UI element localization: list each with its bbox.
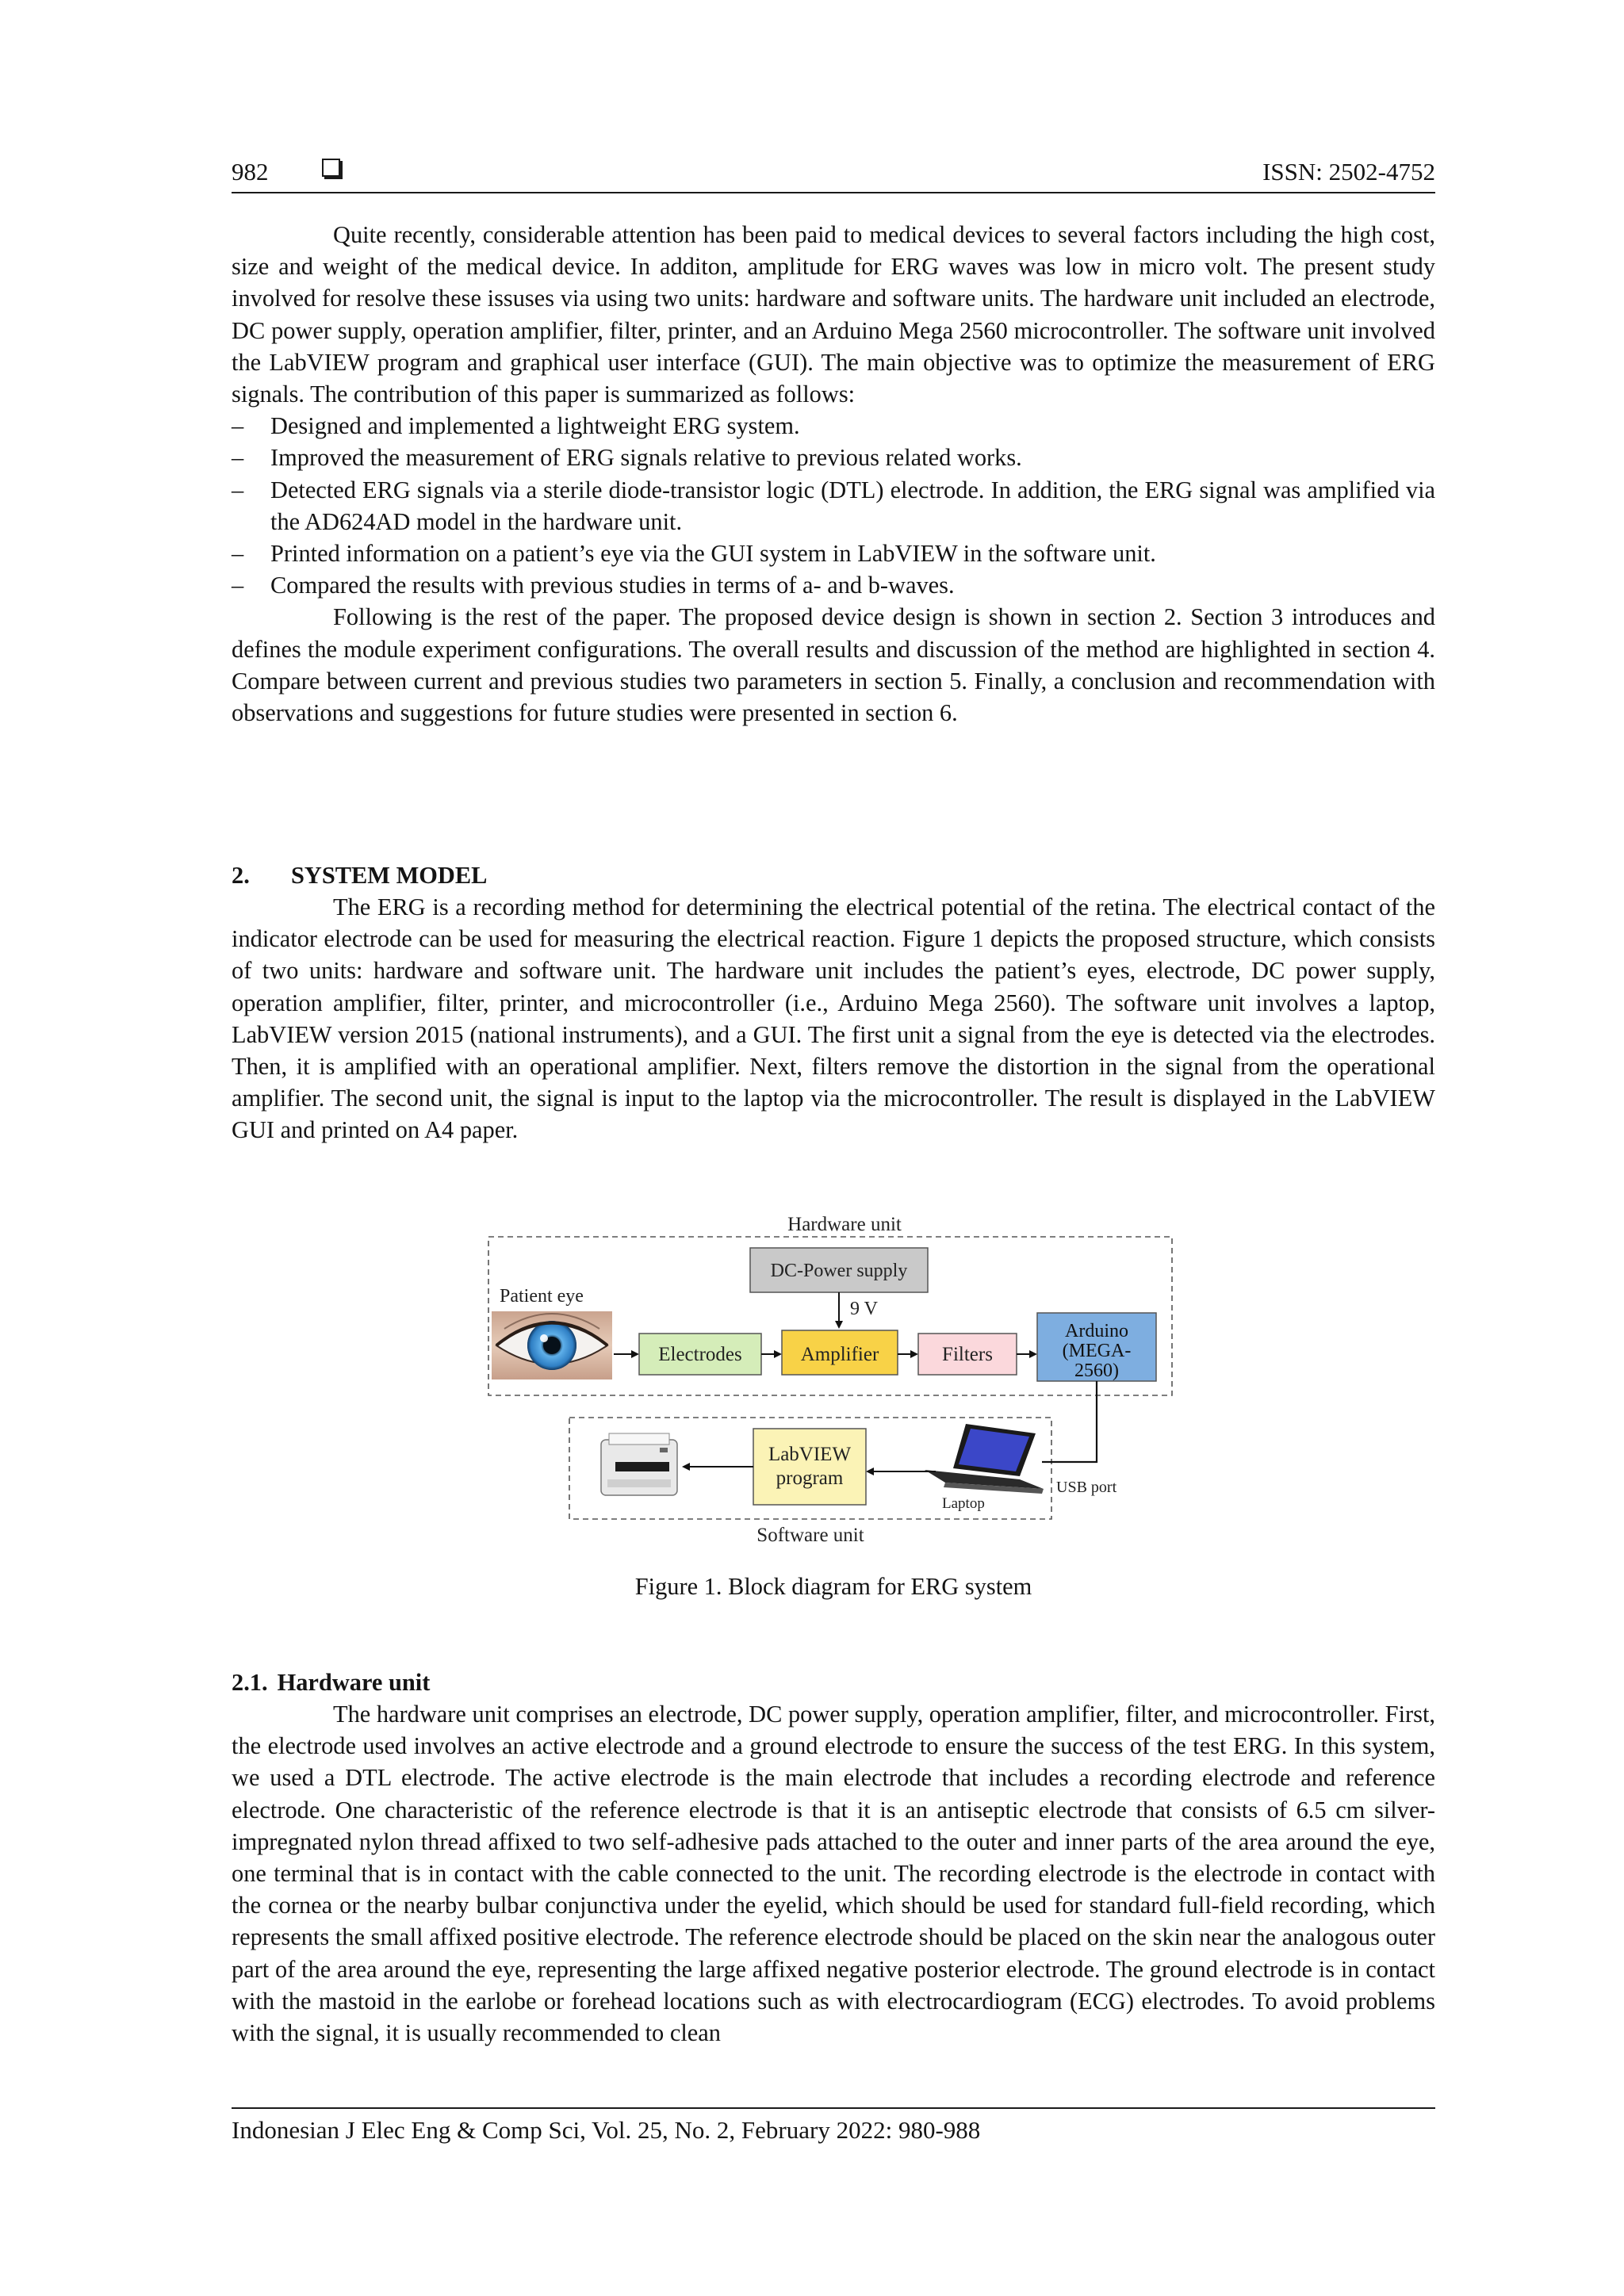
laptop-icon [925,1424,1044,1494]
list-item: – Compared the results with previous studies in terms of a- and b-waves. [232,569,1435,601]
power-supply-label: DC-Power supply [770,1261,908,1281]
amplifier-label: Amplifier [800,1344,879,1365]
electrodes-label: Electrodes [658,1344,742,1365]
hardware-unit-label: Hardware unit [787,1214,902,1235]
arduino-label-line3: 2560) [1074,1360,1119,1381]
hardware-unit-paragraph: The hardware unit comprises an electrode, DC power supply, operation amplifier, filter, and microcontroller. First, the electrode used involves an active electrode and a ground electrode to ensure the success of the test ERG. In this system, we used a DTL electrode. The active electrode is the main electrode that includes a recording electrode and reference electrode. One characteristic of the reference electrode is that it is an antiseptic electrode that consists of 6.5 cm silver-impregnated nylon thread affixed to two self-adhesive pads attached to the outer and inner parts of the area around the eye, one terminal that is in contact with the cable connected to the unit. The recording electrode is the electrode in contact with the cornea or the nearby bulbar conjunctiva under the eyelid, which should be used for standard full-field recording, which represents the small affixed positive electrode. The reference electrode should be placed on the skin near the analogous outer part of the area around the eye, representing the large affixed negative posterior electrode. The ground electrode is in contact with the mastoid in the earlobe or forehead locations such as with electrocardiogram (ECG) electrodes. To avoid problems with the signal, it is usually recommended to clean [232,1701,1435,2047]
bullet-dash: – [232,476,244,503]
running-header [232,155,1435,195]
intro-block [232,219,1435,729]
system-model-block [232,891,1435,1146]
hardware-unit-block [232,1698,1435,2049]
bullet-dash: – [232,444,244,472]
footer-rule [232,2107,1435,2109]
laptop-label: Laptop [942,1495,985,1512]
section-number: 2. [232,862,250,889]
list-item: – Improved the measurement of ERG signals relative to previous related works. [232,442,1435,473]
intro-paragraph: Quite recently, considerable attention has been paid to medical devices to several factors including the high cost, size and weight of the medical device. In additon, amplitude for ERG waves was low in micro volt. The present study involved for resolve these issuses via using two units: hardware and software units. The hardware unit included an electrode, DC power supply, operation amplifier, filter, printer, and an Arduino Mega 2560 microcontroller. The software unit involved the LabVIEW program and graphical user interface (GUI). The main objective was to optimize the measurement of ERG signals. The contribution of this paper is summarized as follows: [232,221,1435,408]
contribution-list [232,410,1435,601]
arduino-label-line1: Arduino [1065,1321,1128,1341]
printer-icon [601,1433,677,1495]
subsection-number: 2.1. [232,1669,268,1696]
figure-caption: Figure 1. Block diagram for ERG system [634,1573,1032,1600]
software-unit-label: Software unit [756,1525,864,1546]
system-model-paragraph: The ERG is a recording method for determining the electrical potential of the retina. The electrical contact of the indicator electrode can be used for measuring the electrical reaction. Figure 1 depicts the proposed structure, which consists of two units: hardware and software unit. The hardware unit includes the patient’s eyes, electrode, DC power supply, operation amplifier, filter, printer, and microcontroller (i.e., Arduino Mega 2560). The software unit involves a laptop, LabVIEW version 2015 (national instruments), and a GUI. The first unit a signal from the eye is detected via the electrodes. Then, it is amplified with an operational amplifier. Next, filters remove the distortion in the signal from the operational amplifier. The second unit, the signal is input to the laptop via the microcontroller. The result is displayed in the LabVIEW GUI and printed on A4 paper. [232,894,1435,1144]
list-item: – Printed information on a patient’s eye via the GUI system in LabVIEW in the software unit. [232,538,1435,569]
voltage-label: 9 V [850,1299,878,1319]
journal-footer: Indonesian J Elec Eng & Comp Sci, Vol. 25, No. 2, February 2022: 980-988 [232,2116,981,2144]
subsection-title: Hardware unit [277,1669,431,1696]
block-diagram [481,1210,1178,1551]
outline-paragraph: Following is the rest of the paper. The proposed device design is shown in section 2. Section 3 introduces and defines the module experiment configurations. The overall results and discussion of the method are highlighted in section 4. Compare between current and previous studies two parameters in section 5. Finally, a conclusion and recommendation with observations and suggestions for future studies were presented in section 6. [232,603,1435,727]
page-number: 982 [232,158,269,186]
usb-port-label: USB port [1056,1479,1117,1496]
bullet-dash: – [232,540,244,568]
bullet-dash: – [232,412,244,440]
list-item: – Detected ERG signals via a sterile diode-transistor logic (DTL) electrode. In addition, the ERG signal was amplified via the AD624AD model in the hardware unit. [232,474,1435,538]
checkbox-square-icon [322,159,340,177]
usb-connection [1042,1381,1097,1462]
eye-icon [492,1311,612,1380]
issn: ISSN: 2502-4752 [1262,158,1435,186]
subsection-heading [232,1667,430,1698]
section-title: SYSTEM MODEL [291,862,488,889]
header-rule [232,192,1435,193]
arduino-label-line2: (MEGA- [1062,1341,1132,1361]
labview-label-line1: LabVIEW [768,1444,852,1465]
bullet-dash: – [232,572,244,599]
labview-label-line2: program [776,1468,844,1489]
labview-block [753,1429,866,1505]
section-heading [232,859,487,891]
list-item: – Designed and implemented a lightweight ERG system. [232,410,1435,442]
patient-eye-label: Patient eye [500,1286,584,1307]
filters-label: Filters [942,1344,993,1365]
